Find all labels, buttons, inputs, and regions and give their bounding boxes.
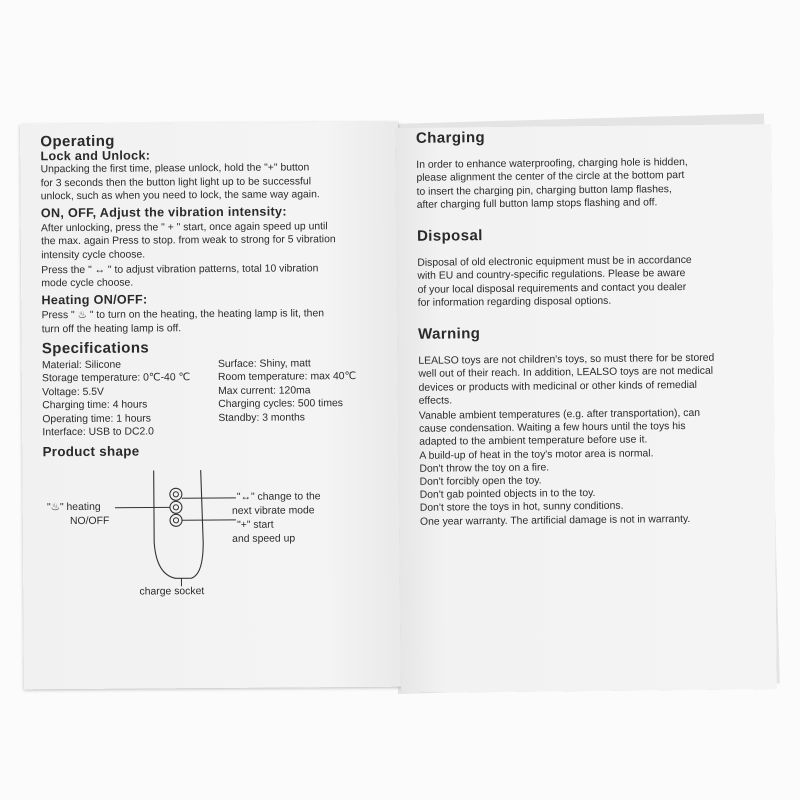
plus-label-2: and speed up (232, 533, 296, 545)
device-outline (154, 470, 204, 578)
onoff-text-1 (41, 220, 393, 262)
text-line: unlock, such as when you need to lock, the same way again. (40, 189, 320, 203)
warning-text-1 (418, 351, 764, 407)
text-line: for 3 seconds then the button light light up to be successful (40, 175, 312, 189)
text-line: In order to enhance waterproofing, charging hole is hidden, (416, 157, 688, 172)
lock-heading: Lock and Unlock: (40, 148, 151, 164)
text-line: please alignment the center of the circle at the bottom part (416, 170, 685, 185)
spec-item: Storage temperature: 0℃-40 ℃ (42, 372, 191, 385)
right-column (416, 128, 765, 528)
specifications-heading: Specifications (41, 339, 150, 358)
spec-item: Standby: 3 months (218, 412, 306, 424)
mode-button-icon (170, 501, 182, 513)
text-line: LEALSO toys are not children's toys, so must there for be stored (418, 352, 715, 368)
left-column (40, 133, 395, 613)
onoff-heading: ON, OFF, Adjust the vibration intensity: (40, 204, 287, 221)
spec-item: Interface: USB to DC2.0 (42, 426, 154, 439)
text-line: Press the " ↔ " to adjust vibration patterns, total 10 vibration (41, 263, 319, 277)
text-line: Vanable ambient temperatures (e.g. after transportation), can (418, 407, 701, 422)
spec-item: Max current: 120ma (218, 385, 311, 397)
plus-button-inner (173, 517, 178, 522)
spec-item: Charging cycles: 500 times (218, 398, 344, 411)
heating-label-1: "♨" heating (46, 501, 101, 513)
text-line: after charging full button lamp stops flashing and off. (416, 197, 658, 211)
spec-item: Charging time: 4 hours (42, 399, 148, 412)
text-line: A build-up of heat in the toy's motor area is normal. (419, 448, 654, 462)
text-line: Don't throw the toy on a fire. (419, 462, 550, 475)
charge-socket-label: charge socket (139, 585, 205, 598)
spec-item: Voltage: 5.5V (42, 386, 104, 399)
text-line: cause condensation. Waiting a few hours until the toys his (418, 421, 686, 436)
text-line: Press " ♨ " to turn on the heating, the heating lamp is lit, then (41, 308, 325, 322)
product-outline (43, 460, 396, 612)
heating-button-inner (173, 491, 178, 496)
text-line: Don't gab pointed objects in to the toy. (419, 488, 596, 502)
text-line: to insert the charging pin, charging button lamp flashes, (416, 183, 672, 198)
charging-heading: Charging (415, 129, 486, 147)
change-label-1: "↔" change to the (236, 490, 321, 503)
product-shape-diagram (43, 460, 396, 612)
mode-button-inner (173, 504, 178, 509)
text-line: adapted to the ambient temperature before use it. (419, 434, 648, 449)
plus-button-icon (170, 514, 182, 526)
warning-text-2 (419, 406, 765, 528)
text-line: Disposal of old electronic equipment must be in accordance (417, 255, 692, 270)
change-label-2: next vibrate mode (231, 505, 315, 517)
text-line: with EU and country-specific regulations. Please be aware (417, 268, 686, 283)
spec-item: Surface: Shiny, matt (217, 358, 311, 371)
spec-item: Room temperature: max 40℃ (217, 371, 357, 384)
warning-heading: Warning (417, 325, 481, 343)
product-shape-heading: Product shape (42, 444, 140, 460)
text-line: the max. again Press to stop. from weak to strong for 5 vibration (41, 234, 336, 248)
heating-heading: Heating ON/OFF: (41, 292, 148, 308)
text-line: Don't store the toys in hot, sunny conditions. (419, 501, 624, 515)
spec-item: Operating time: 1 hours (42, 413, 151, 425)
text-line: After unlocking, press the " + " start, once again speed up until (40, 221, 328, 235)
text-line: mode cycle choose. (41, 277, 134, 290)
charging-text (416, 155, 762, 211)
specifications-table (42, 357, 395, 440)
specs-column-2 (218, 357, 395, 439)
heating-label-2: NO/OFF (69, 515, 110, 527)
specs-column-1 (42, 358, 219, 440)
disposal-heading: Disposal (416, 227, 483, 245)
plus-label-1: "+" start (237, 519, 274, 531)
spec-item: Material: Silicone (41, 359, 122, 372)
text-line: effects. (418, 395, 453, 407)
lock-text (41, 161, 393, 203)
text-line: Unpacking the first time, please unlock, hold the "+" button (40, 162, 310, 176)
text-line: of your local disposal requirements and contact you dealer (417, 281, 687, 296)
operating-heading: Operating (40, 132, 115, 151)
disposal-text (417, 253, 763, 309)
onoff-text-2 (41, 262, 393, 291)
text-line: intensity cycle choose. (41, 249, 146, 261)
text-line: well out of their reach. In addition, LEALSO toys are not medical (418, 366, 714, 381)
heating-button-icon (170, 488, 182, 500)
heating-text (42, 307, 394, 336)
text-line: for information regarding disposal options. (417, 295, 612, 309)
text-line: devices or products with medicinal or other kinds of remedial (418, 379, 698, 394)
text-line: turn off the heating lamp is off. (41, 322, 182, 335)
text-line: One year warranty. The artificial damage is not in warranty. (419, 513, 691, 528)
text-line: Don't forcibly open the toy. (419, 475, 542, 488)
